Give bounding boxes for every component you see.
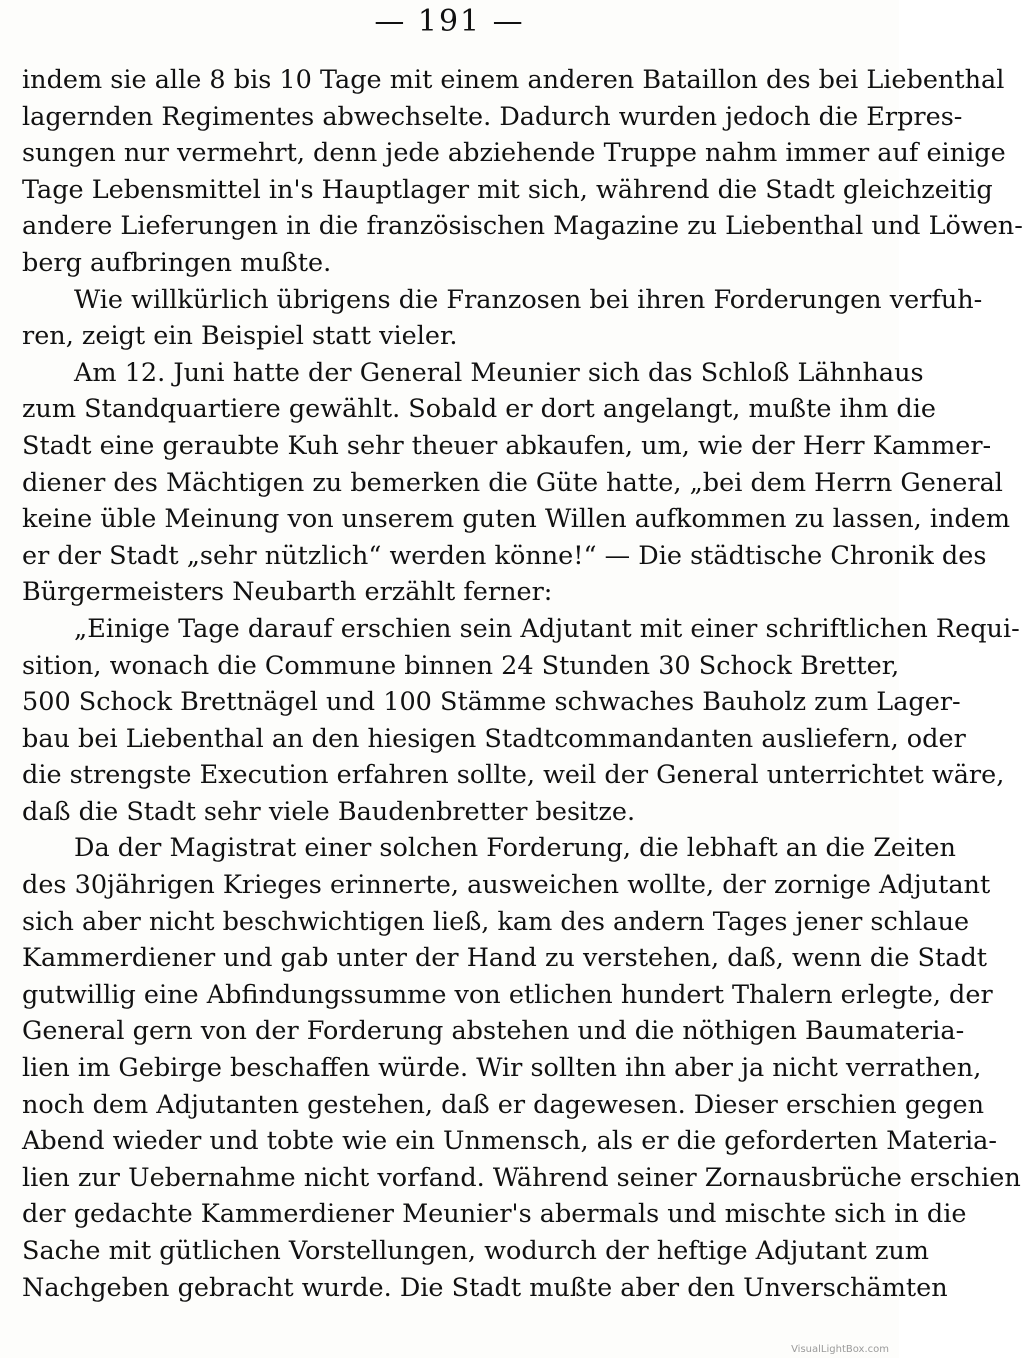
text-line: lien im Gebirge beschaffen würde. Wir sollten ihn aber ja nicht verrathen,	[22, 1053, 982, 1084]
text-line: keine üble Meinung von unserem guten Willen aufkommen zu lassen, indem	[22, 504, 1011, 535]
text-line: Am 12. Juni hatte der General Meunier sich das Schloß Lähnhaus	[74, 357, 924, 388]
text-line: 500 Schock Brettnägel und 100 Stämme schwaches Bauholz zum Lager-	[22, 687, 961, 718]
text-line: Abend wieder und tobte wie ein Unmensch, als er die geforderten Materia-	[22, 1126, 997, 1157]
text-line: die strengste Execution erfahren sollte, weil der General unterrichtet wäre,	[22, 760, 1005, 791]
text-line: diener des Mächtigen zu bemerken die Güte hatte, „bei dem Herrn General	[22, 467, 1003, 498]
text-line: sungen nur vermehrt, denn jede abziehende Truppe nahm immer auf einige	[22, 138, 1006, 169]
text-line: noch dem Adjutanten gestehen, daß er dagewesen. Dieser erschien gegen	[22, 1089, 985, 1120]
text-line: berg aufbringen mußte.	[22, 247, 332, 278]
text-line: andere Lieferungen in die französischen Magazine zu Liebenthal und Löwen-	[22, 211, 1023, 242]
text-line: „Einige Tage darauf erschien sein Adjutant mit einer schriftlichen Requi-	[74, 613, 1020, 644]
text-line: er der Stadt „sehr nützlich“ werden könne!“ — Die städtische Chronik des	[22, 540, 987, 571]
text-line: Da der Magistrat einer solchen Forderung, die lebhaft an die Zeiten	[74, 833, 956, 864]
text-line: sich aber nicht beschwichtigen ließ, kam des andern Tages jener schlaue	[22, 906, 970, 937]
text-line: bau bei Liebenthal an den hiesigen Stadtcommandanten ausliefern, oder	[22, 723, 966, 754]
text-line: Wie willkürlich übrigens die Franzosen bei ihren Forderungen verfuh-	[74, 284, 983, 315]
text-line: Nachgeben gebracht wurde. Die Stadt mußte aber den Unverschämten	[22, 1272, 948, 1303]
text-line: der gedachte Kammerdiener Meunier's abermals und mischte sich in die	[22, 1199, 967, 1230]
text-line: General gern von der Forderung abstehen und die nöthigen Baumateria-	[22, 1016, 965, 1047]
text-line: gutwillig eine Abfindungssumme von etlichen hundert Thalern erlegte, der	[22, 979, 993, 1010]
text-line: Sache mit gütlichen Vorstellungen, wodurch der heftige Adjutant zum	[22, 1236, 929, 1266]
page-number-header: — 191 —	[374, 4, 525, 39]
text-line: Stadt eine geraubte Kuh sehr theuer abkaufen, um, wie der Herr Kammer-	[22, 430, 992, 461]
text-line: zum Standquartiere gewählt. Sobald er dort angelangt, mußte ihm die	[22, 394, 936, 425]
text-line: lagernden Regimentes abwechselte. Dadurch wurden jedoch die Erpres-	[22, 101, 963, 132]
text-line: ren, zeigt ein Beispiel statt vieler.	[22, 321, 458, 352]
watermark: VisualLightBox.com	[791, 1344, 889, 1355]
text-line: sition, wonach die Commune binnen 24 Stunden 30 Schock Bretter,	[22, 650, 900, 681]
text-line: Tage Lebensmittel in's Hauptlager mit sich, während die Stadt gleichzeitig	[22, 174, 993, 205]
text-line: Bürgermeisters Neubarth erzählt ferner:	[22, 577, 553, 608]
text-line: Kammerdiener und gab unter der Hand zu verstehen, daß, wenn die Stadt	[22, 943, 988, 974]
text-line: lien zur Uebernahme nicht vorfand. Während seiner Zornausbrüche erschien	[22, 1162, 1021, 1193]
text-line: daß die Stadt sehr viele Baudenbretter besitze.	[22, 796, 636, 827]
text-line: des 30jährigen Krieges erinnerte, ausweichen wollte, der zornige Adjutant	[22, 870, 991, 901]
text-line: indem sie alle 8 bis 10 Tage mit einem anderen Bataillon des bei Liebenthal	[22, 65, 1005, 95]
body-text	[22, 62, 1023, 1306]
